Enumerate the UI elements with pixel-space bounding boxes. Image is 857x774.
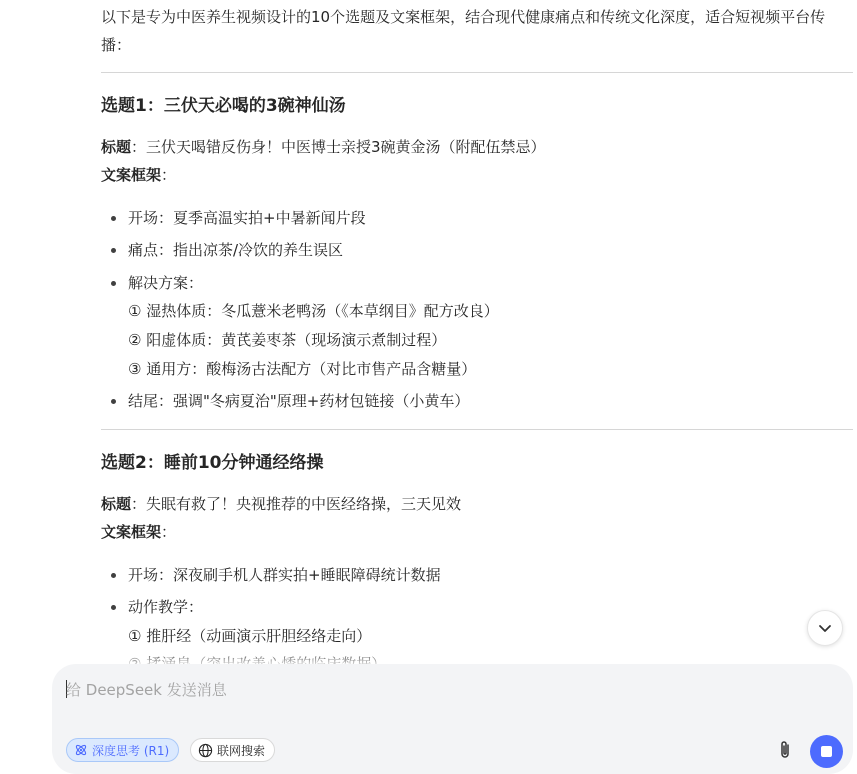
list-item: 痛点：指出凉茶/冷饮的养生误区 — [128, 241, 344, 259]
framework-line — [101, 164, 176, 186]
atom-icon — [74, 743, 88, 757]
framework-colon: ： — [161, 523, 177, 541]
bullet-icon — [111, 281, 116, 286]
topic-title-line — [101, 136, 546, 158]
framework-label: 文案框架 — [101, 523, 162, 541]
title-text: ：三伏天喝错反伤身！中医博士亲授3碗黄金汤（附配伍禁忌） — [131, 138, 546, 156]
divider — [101, 429, 853, 430]
stop-generating-button[interactable] — [810, 735, 843, 768]
divider — [101, 72, 853, 73]
sub-list-item: ② 阳虚体质：黄芪姜枣茶（现场演示煮制过程） — [128, 331, 447, 349]
bullet-icon — [111, 399, 116, 404]
list-item: 动作教学： — [128, 598, 204, 616]
topic-heading: 选题2：睡前10分钟通经络操 — [101, 453, 324, 473]
chevron-down-icon — [817, 620, 833, 636]
list-item: 开场：夏季高温实拍+中暑新闻片段 — [128, 209, 366, 227]
topic-heading: 选题1：三伏天必喝的3碗神仙汤 — [101, 96, 346, 116]
bullet-icon — [111, 248, 116, 253]
message-input[interactable] — [66, 678, 766, 702]
intro-text: 以下是专为中医养生视频设计的10个选题及文案框架，结合现代健康痛点和传统文化深度，适合短视频平台传播： — [101, 8, 826, 54]
web-search-label: 联网搜索 — [217, 743, 266, 758]
scroll-to-bottom-button[interactable] — [807, 610, 843, 646]
title-label: 标题 — [101, 495, 132, 513]
sub-list-item: ① 湿热体质：冬瓜薏米老鸭汤（《本草纲目》配方改良） — [128, 302, 499, 320]
sub-list-item: ① 推肝经（动画演示肝胆经络走向） — [128, 627, 372, 645]
deep-think-label: 深度思考 (R1) — [92, 743, 170, 758]
bullet-icon — [111, 605, 116, 610]
topic-title-line — [101, 493, 461, 515]
title-label: 标题 — [101, 138, 132, 156]
framework-colon: ： — [161, 166, 177, 184]
title-text: ：失眠有救了！央视推荐的中医经络操，三天见效 — [131, 495, 462, 513]
list-item: 开场：深夜刷手机人群实拍+睡眠障碍统计数据 — [128, 566, 441, 584]
list-item: 结尾：强调"冬病夏治"原理+药材包链接（小黄车） — [128, 392, 470, 410]
globe-icon — [198, 743, 213, 758]
framework-line — [101, 521, 176, 543]
deep-think-toggle[interactable] — [66, 738, 179, 762]
web-search-toggle[interactable] — [190, 738, 275, 762]
list-item: 解决方案： — [128, 274, 204, 292]
sub-list-item: ③ 通用方：酸梅汤古法配方（对比市售产品含糖量） — [128, 360, 477, 378]
stop-icon — [821, 746, 832, 757]
bullet-icon — [111, 216, 116, 221]
framework-label: 文案框架 — [101, 166, 162, 184]
attach-button[interactable] — [774, 738, 796, 762]
bullet-icon — [111, 573, 116, 578]
